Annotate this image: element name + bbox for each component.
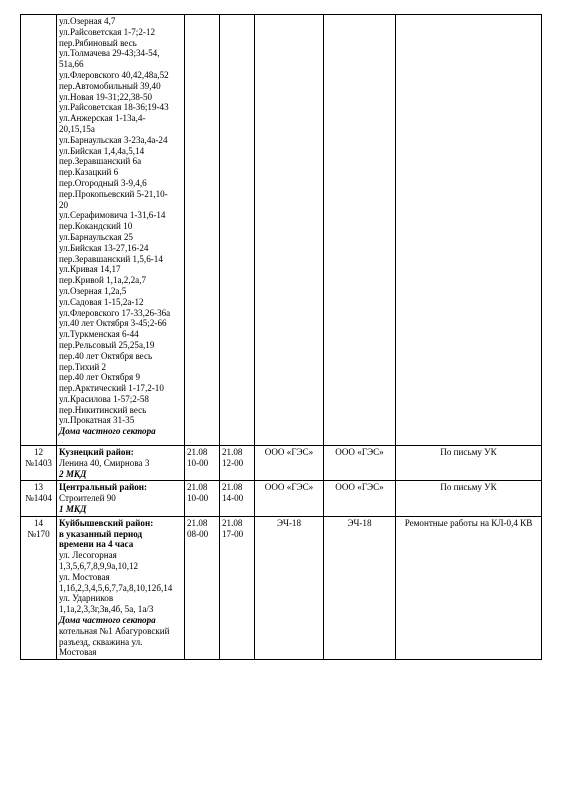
outage-table bbox=[20, 14, 542, 660]
row-number: 12 bbox=[33, 447, 44, 457]
street-entry: ул.Бийская 1,4,4а,5,14 bbox=[59, 145, 145, 156]
building-count: 1 МКД bbox=[59, 503, 87, 514]
extra-objects: разъезд, скважина ул. bbox=[59, 636, 143, 647]
reason-cell bbox=[396, 15, 542, 446]
table-row bbox=[21, 446, 542, 481]
street-entry: пер.Никитинский весь bbox=[59, 404, 147, 415]
street-list bbox=[59, 16, 182, 426]
street-entry: пер.Зеравшанский 1,5,6-14 bbox=[59, 253, 163, 264]
start-date: 21.08 bbox=[187, 517, 208, 528]
street-entry: ул.Садовая 1-15,2а-12 bbox=[59, 296, 144, 307]
table-row bbox=[21, 481, 542, 516]
street-entry: пер.40 лет Октября весь bbox=[59, 350, 153, 361]
row-id: №1403 bbox=[25, 457, 52, 468]
street-entry: пер.Кривой 1,1а,2,2а,7 bbox=[59, 275, 147, 286]
org2-cell: ЭЧ-18 bbox=[324, 516, 396, 659]
row-number: 13 bbox=[33, 482, 44, 493]
reason-cell: По письму УК bbox=[396, 481, 542, 516]
start-cell bbox=[185, 446, 220, 481]
address-text: Ленина 40, Смирнова 3 bbox=[59, 457, 150, 468]
district-label: Центральный район: bbox=[59, 482, 148, 493]
period-note: в указанный период bbox=[59, 528, 143, 539]
street-entry: ул.Райсоветская 1-7;2-12 bbox=[59, 26, 155, 37]
private-sector-label: Дома частного сектора bbox=[59, 426, 156, 437]
private-sector-label: Дома частного сектора bbox=[59, 614, 156, 625]
street-name: ул. Мостовая bbox=[59, 571, 110, 582]
address-cell bbox=[57, 446, 185, 481]
row-id: №170 bbox=[27, 528, 50, 539]
house-numbers: 1,3,5,6,7,8,9,9а,10,12 bbox=[59, 560, 139, 571]
street-entry: ул.Барнаульская 3-23а,4а-24 bbox=[59, 134, 168, 145]
street-entry: ул.Озерная 4,7 bbox=[59, 16, 116, 26]
address-cell bbox=[57, 481, 185, 516]
org1-cell: ООО «ГЭС» bbox=[255, 446, 324, 481]
street-entry: пер.Прокопьевский 5-21,10- bbox=[59, 188, 168, 199]
end-date: 21.08 bbox=[222, 482, 243, 493]
address-cell bbox=[57, 15, 185, 446]
street-entry: пер.40 лет Октября 9 bbox=[59, 372, 140, 383]
house-numbers: 1,1б,2,3,4,5,6,7,7а,8,10,12б,14 bbox=[59, 582, 173, 593]
org1-cell: ООО «ГЭС» bbox=[255, 481, 324, 516]
street-entry: ул.Туркменская 6-44 bbox=[59, 329, 139, 340]
extra-objects: Мостовая bbox=[59, 647, 97, 658]
start-date: 21.08 bbox=[187, 482, 208, 493]
end-cell bbox=[220, 446, 255, 481]
street-entry: пер.Казацкий 6 bbox=[59, 167, 119, 178]
address-text: Строителей 90 bbox=[59, 493, 116, 504]
start-date: 21.08 bbox=[187, 447, 208, 457]
num-cell bbox=[21, 516, 57, 659]
end-time: 12-00 bbox=[222, 457, 244, 468]
street-entry: пер.Тихий 2 bbox=[59, 361, 107, 372]
street-entry: ул.Красилова 1-57;2-58 bbox=[59, 393, 149, 404]
end-time: 14-00 bbox=[222, 493, 244, 504]
row-number: 14 bbox=[33, 517, 44, 528]
reason-cell: По письму УК bbox=[396, 446, 542, 481]
num-cell bbox=[21, 15, 57, 446]
period-note: времени на 4 часа bbox=[59, 539, 134, 550]
row-id: №1404 bbox=[25, 493, 52, 504]
street-entry: ул.Прокатная 31-35 bbox=[59, 415, 135, 426]
street-entry: ул.Озерная 1,2а,5 bbox=[59, 285, 127, 296]
street-entry: ул.Флеровского 17-33,26-36а bbox=[59, 307, 171, 318]
org2-cell bbox=[324, 15, 396, 446]
start-time: 10-00 bbox=[187, 457, 209, 468]
end-cell bbox=[220, 516, 255, 659]
num-cell bbox=[21, 481, 57, 516]
start-cell bbox=[185, 15, 220, 446]
street-entry: ул.Флеровского 40,42,48а,52 bbox=[59, 69, 169, 80]
reason-cell: Ремонтные работы на КЛ-0,4 КВ bbox=[396, 516, 542, 659]
end-cell bbox=[220, 481, 255, 516]
street-entry: пер.Огородный 3-9,4,6 bbox=[59, 177, 147, 188]
org1-cell bbox=[255, 15, 324, 446]
street-entry: 20,15,15а bbox=[59, 123, 95, 134]
start-time: 08-00 bbox=[187, 528, 209, 539]
house-numbers: 1,1а,2,3,3г,3в,4б, 5а, 1а/3 bbox=[59, 604, 154, 615]
street-entry: ул.Барнаульская 25 bbox=[59, 231, 133, 242]
building-count: 2 МКД bbox=[59, 468, 87, 479]
org1-cell: ЭЧ-18 bbox=[255, 516, 324, 659]
end-date: 21.08 bbox=[222, 517, 243, 528]
org2-cell: ООО «ГЭС» bbox=[324, 481, 396, 516]
street-entry: пер.Рельсовый 25,25а,19 bbox=[59, 339, 155, 350]
street-entry: ул.Кривая 14,17 bbox=[59, 264, 121, 275]
num-cell bbox=[21, 446, 57, 481]
start-time: 10-00 bbox=[187, 493, 209, 504]
table-row-continuation bbox=[21, 15, 542, 446]
address-cell bbox=[57, 516, 185, 659]
street-entry: пер.Кокандский 10 bbox=[59, 221, 133, 232]
end-date: 21.08 bbox=[222, 447, 243, 457]
street-entry: ул.Новая 19-31;22,38-50 bbox=[59, 91, 153, 102]
end-time: 17-00 bbox=[222, 528, 244, 539]
street-entry: пер.Арктический 1-17,2-10 bbox=[59, 383, 164, 394]
street-entry: пер.Зеравшанский 6а bbox=[59, 156, 142, 167]
district-label: Кузнецкий район: bbox=[59, 447, 134, 457]
street-entry: ул.Анжерская 1-13а,4- bbox=[59, 113, 146, 124]
org2-cell: ООО «ГЭС» bbox=[324, 446, 396, 481]
street-entry: ул.40 лет Октября 3-45;2-66 bbox=[59, 318, 167, 329]
street-entry: ул.Райсоветская 18-36;19-43 bbox=[59, 102, 169, 113]
street-entry: ул.Толмачева 29-43;34-54, bbox=[59, 48, 160, 59]
street-entry: 51а,66 bbox=[59, 59, 84, 70]
end-cell bbox=[220, 15, 255, 446]
street-entry: пер.Рябиновый весь bbox=[59, 37, 137, 48]
street-entry: 20 bbox=[59, 199, 69, 210]
street-name: ул. Лесогорная bbox=[59, 550, 117, 561]
street-entry: пер.Автомобильный 39,40 bbox=[59, 80, 161, 91]
street-name: ул. Ударников bbox=[59, 593, 114, 604]
start-cell bbox=[185, 516, 220, 659]
street-entry: ул.Серафимовича 1-31,6-14 bbox=[59, 210, 166, 221]
table-row bbox=[21, 516, 542, 659]
extra-objects: котельная №1 Абагуровский bbox=[59, 625, 170, 636]
street-entry: ул.Бийская 13-27,16-24 bbox=[59, 242, 149, 253]
district-label: Куйбышевский район: bbox=[59, 517, 154, 528]
start-cell bbox=[185, 481, 220, 516]
